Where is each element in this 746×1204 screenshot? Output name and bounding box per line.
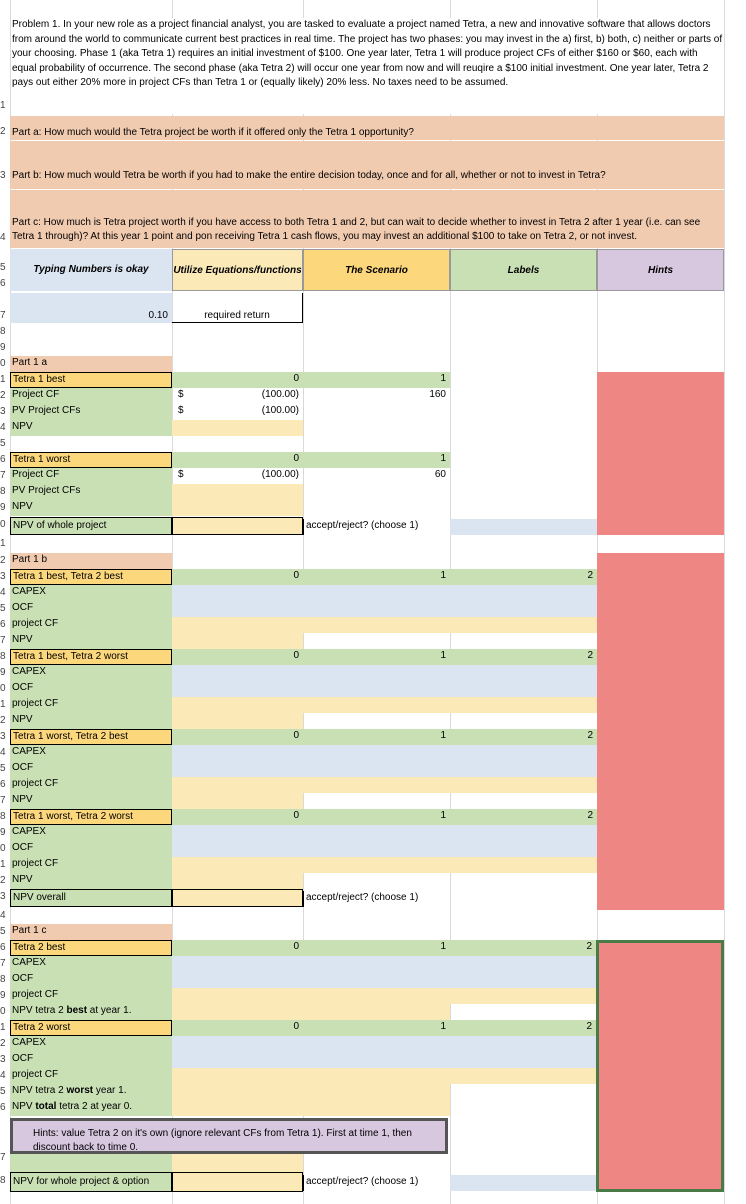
hint-block-1b	[597, 553, 724, 910]
t2-header: 2	[450, 649, 597, 665]
part-1b-title: Part 1 b	[10, 553, 172, 569]
legend-hints: Hints	[597, 249, 724, 291]
project-cf-label: project CF	[10, 1068, 172, 1084]
project-cf-label: project CF	[10, 857, 172, 873]
project-cf-label: project CF	[10, 988, 172, 1004]
scenario-best-best: Tetra 1 best, Tetra 2 best	[10, 569, 172, 585]
capex-label: CAPEX	[10, 745, 172, 761]
npv-tetra2-worst-input[interactable]	[172, 1084, 450, 1100]
npv-total-tetra2-input[interactable]	[172, 1100, 450, 1116]
project-cf-input-row[interactable]	[172, 988, 596, 1004]
capex-input-row[interactable]	[172, 956, 596, 972]
capex-label: CAPEX	[10, 665, 172, 681]
t1-header: 1	[303, 372, 450, 388]
part-b-question: Part b: How much would Tetra be worth if you had to make the entire decision today, once and for all, whether or not to invest in Tetra?	[10, 141, 724, 189]
part-1c-title: Part 1 c	[10, 924, 172, 940]
t2-header: 2	[450, 809, 597, 825]
pv-input[interactable]	[172, 484, 303, 500]
ocf-label: OCF	[10, 601, 172, 617]
best-cf-cell[interactable]: 160	[429, 389, 446, 400]
scenario-tetra1-worst: Tetra 1 worst	[10, 452, 172, 468]
t2-header: 2	[450, 729, 597, 745]
npv-input[interactable]	[172, 873, 303, 889]
t0-header: 0	[172, 940, 303, 956]
pv-project-cfs-label: PV Project CFs	[10, 404, 172, 420]
t0-header: 0	[172, 1020, 303, 1036]
npv-overall-input[interactable]	[172, 889, 303, 907]
t1-header: 1	[303, 1020, 450, 1036]
hint-text: Hints: value Tetra 2 on it's own (ignore relevant CFs from Tetra 1). First at time 1, then discount back to time 0.	[10, 1118, 448, 1154]
npv-whole-project-label: NPV of whole project	[10, 517, 172, 535]
npv-whole-project-option-input[interactable]	[172, 1172, 303, 1192]
t0-header: 0	[172, 729, 303, 745]
required-return-label: required return	[172, 293, 303, 323]
npv-total-tetra2-label: NPV total tetra 2 at year 0.	[10, 1100, 172, 1116]
part-c-question: Part c: How much is Tetra project worth if you have access to both Tetra 1 and 2, but can wait to decide whether to invest in Tetra 2 after 1 year (i.e. can see Tetra 1 through)? At this year 1 point and pon receiving Tetra 1 cash flows, you may invest an additional $100 to take on Tetra 2, or not invest.	[10, 190, 724, 248]
capex-input-row[interactable]	[172, 745, 597, 761]
spacer-label	[10, 1154, 172, 1172]
ocf-input-row[interactable]	[172, 1052, 596, 1068]
ocf-input-row[interactable]	[172, 681, 597, 697]
t1-header: 1	[303, 729, 450, 745]
t0-header: 0	[172, 569, 303, 585]
pv-capex-cell[interactable]: (100.00)	[261, 405, 299, 416]
npv-whole-project-input[interactable]	[172, 517, 303, 535]
legend-scenario: The Scenario	[303, 249, 450, 291]
hint-block-1c	[596, 940, 724, 1192]
scenario-best-worst: Tetra 1 best, Tetra 2 worst	[10, 649, 172, 665]
t2-header: 2	[450, 1020, 596, 1036]
accept-reject-label: accept/reject? (choose 1)	[303, 1175, 450, 1191]
scenario-worst-best: Tetra 1 worst, Tetra 2 best	[10, 729, 172, 745]
accept-reject-label: accept/reject? (choose 1)	[303, 519, 450, 535]
capex-label: CAPEX	[10, 1036, 172, 1052]
t1-header: 1	[303, 809, 450, 825]
ocf-label: OCF	[10, 681, 172, 697]
capex-label: CAPEX	[10, 956, 172, 972]
project-cf-label: Project CF	[10, 388, 172, 404]
scenario-tetra2-best: Tetra 2 best	[10, 940, 172, 956]
dollar-sign: $	[178, 389, 184, 400]
npv-input[interactable]	[172, 713, 303, 729]
accept-reject-input[interactable]	[450, 1175, 596, 1191]
project-cf-input-row[interactable]	[172, 697, 597, 713]
npv-tetra2-best-input[interactable]	[172, 1004, 450, 1020]
dollar-sign: $	[178, 469, 184, 480]
npv-label: NPV	[10, 633, 172, 649]
capex-label: CAPEX	[10, 585, 172, 601]
t0-header: 0	[172, 452, 303, 468]
ocf-input-row[interactable]	[172, 972, 596, 988]
part-a-question: Part a: How much would the Tetra project be worth if it offered only the Tetra 1 opportunity?	[10, 116, 724, 140]
project-cf-label: Project CF	[10, 468, 172, 484]
npv-whole-project-option-label: NPV for whole project & option	[10, 1172, 172, 1192]
capex-label: CAPEX	[10, 825, 172, 841]
t0-header: 0	[172, 649, 303, 665]
npv-input[interactable]	[172, 500, 303, 516]
t1-header: 1	[303, 940, 450, 956]
project-cf-label: project CF	[10, 777, 172, 793]
capex-input-row[interactable]	[172, 825, 597, 841]
hint-block-1a	[597, 372, 724, 535]
ocf-input-row[interactable]	[172, 841, 597, 857]
accept-reject-label: accept/reject? (choose 1)	[303, 891, 450, 907]
ocf-label: OCF	[10, 841, 172, 857]
required-return-value[interactable]: 0.10	[10, 293, 172, 323]
npv-input[interactable]	[172, 633, 303, 649]
npv-label: NPV	[10, 500, 172, 516]
project-cf-label: project CF	[10, 617, 172, 633]
project-cf-input-row[interactable]	[172, 777, 597, 793]
legend-typing: Typing Numbers is okay	[10, 249, 172, 291]
project-cf-input-row[interactable]	[172, 857, 597, 873]
npv-tetra2-worst-label: NPV tetra 2 worst year 1.	[10, 1084, 172, 1100]
npv-overall-label: NPV overall	[10, 889, 172, 907]
npv-label: NPV	[10, 793, 172, 809]
legend-labels: Labels	[450, 249, 597, 291]
t1-header: 1	[303, 649, 450, 665]
t2-header: 2	[450, 569, 597, 585]
ocf-input-row[interactable]	[172, 761, 597, 777]
npv-input[interactable]	[172, 420, 303, 436]
t2-header: 2	[450, 940, 596, 956]
npv-input[interactable]	[172, 793, 303, 809]
npv-label: NPV	[10, 420, 172, 436]
capex-input-row[interactable]	[172, 1036, 596, 1052]
worst-cf-cell[interactable]: 60	[434, 469, 446, 480]
accept-reject-input[interactable]	[450, 519, 597, 535]
project-cf-label: project CF	[10, 697, 172, 713]
capex-cell[interactable]: (100.00)	[261, 469, 299, 480]
t0-header: 0	[172, 809, 303, 825]
problem-text: Problem 1. In your new role as a project financial analyst, you are tasked to evaluate a project named Tetra, a new and innovative software that allows doctors from around the world to communicate current best practices in real time. The project has two phases: you may invest in the a) first, b) both, c) neither or parts of your choosing. Phase 1 (aka Tetra 1) requires an initial investment of $100. One year later, Tetra 1 will produce project CFs of either $160 or $60, each with equal probability of occurrence. The second phase (aka Tetra 2) will occur one year from now and will reuqire a $100 initial investment. One year later, Tetra 2 pays out either 20% more in project CFs than Tetra 1 or (equally likely) 20% less. No taxes need to be assumed.	[12, 18, 724, 114]
capex-cell[interactable]: (100.00)	[261, 389, 299, 400]
scenario-tetra1-best: Tetra 1 best	[10, 372, 172, 388]
npv-tetra2-best-label: NPV tetra 2 best at year 1.	[10, 1004, 172, 1020]
project-cf-input-row[interactable]	[172, 1068, 596, 1084]
ocf-label: OCF	[10, 1052, 172, 1068]
capex-input-row[interactable]	[172, 665, 597, 681]
dollar-sign: $	[178, 405, 184, 416]
capex-input-row[interactable]	[172, 585, 597, 601]
t1-header: 1	[303, 569, 450, 585]
t1-header: 1	[303, 452, 450, 468]
pv-project-cfs-label: PV Project CFs	[10, 484, 172, 500]
ocf-label: OCF	[10, 761, 172, 777]
npv-label: NPV	[10, 873, 172, 889]
t0-header: 0	[172, 372, 303, 388]
part-1a-title: Part 1 a	[10, 356, 172, 372]
project-cf-input-row[interactable]	[172, 617, 597, 633]
ocf-input-row[interactable]	[172, 601, 597, 617]
legend-equations: Utilize Equations/functions	[172, 249, 303, 291]
scenario-worst-worst: Tetra 1 worst, Tetra 2 worst	[10, 809, 172, 825]
ocf-label: OCF	[10, 972, 172, 988]
scenario-tetra2-worst: Tetra 2 worst	[10, 1020, 172, 1036]
spacer-input	[172, 1154, 303, 1172]
npv-label: NPV	[10, 713, 172, 729]
